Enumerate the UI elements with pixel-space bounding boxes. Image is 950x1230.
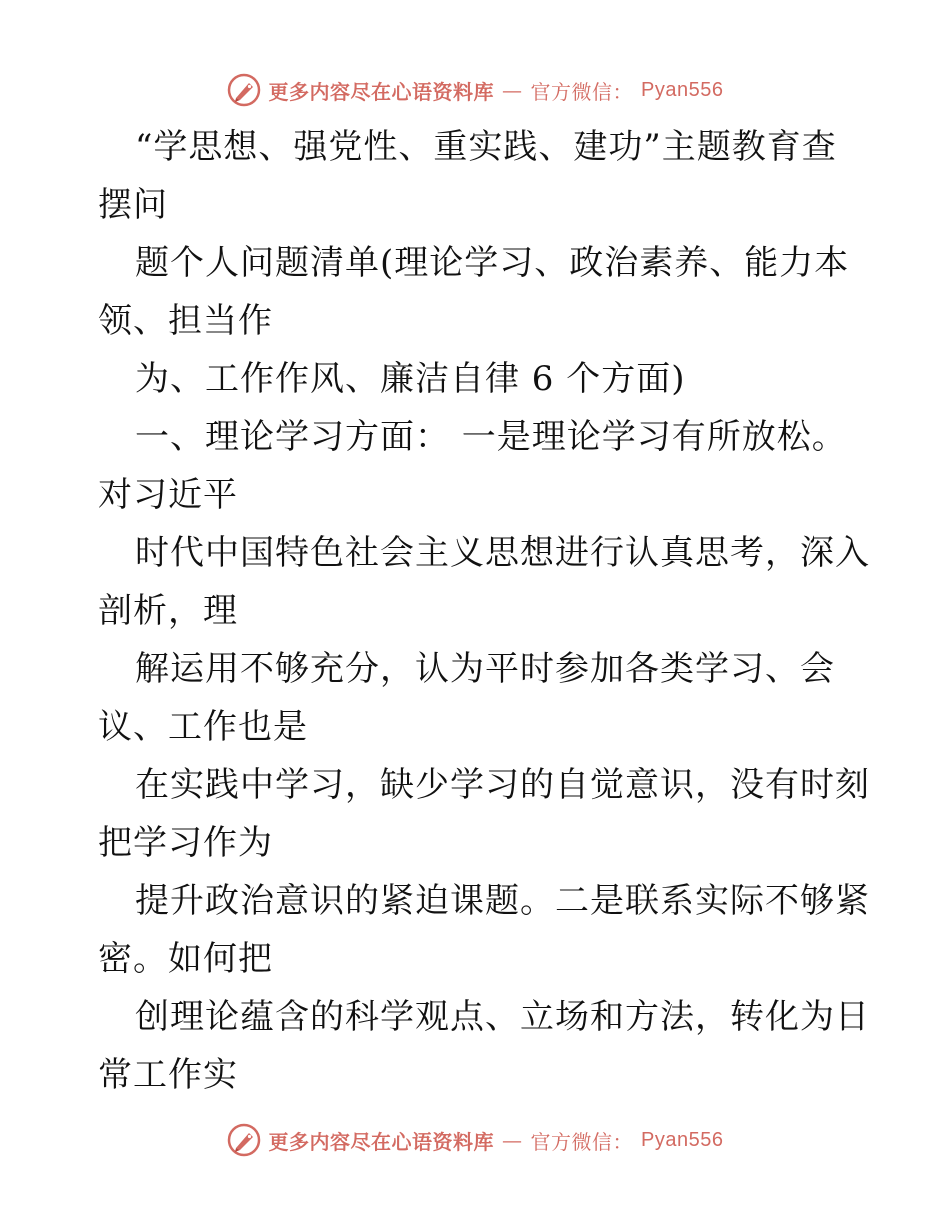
document-line: 时代中国特色社会主义思想进行认真思考，深入 xyxy=(135,533,870,573)
document-line: 剖析，理 xyxy=(98,591,238,631)
pen-nib-logo-icon xyxy=(227,73,261,107)
document-line: 在实践中学习，缺少学习的自觉意识，没有时刻 xyxy=(135,765,870,805)
watermark-separator: — xyxy=(502,78,523,102)
document-line: 把学习作为 xyxy=(98,823,273,863)
watermark-wechat-id: Pyan556 xyxy=(641,78,724,101)
document-line: 摆问 xyxy=(98,185,168,225)
document-line: 提升政治意识的紧迫课题。二是联系实际不够紧 xyxy=(135,881,870,921)
watermark-wechat-label: 官方微信： xyxy=(530,79,634,104)
watermark-wechat-id: Pyan556 xyxy=(641,1128,724,1151)
document-line: 解运用不够充分，认为平时参加各类学习、会 xyxy=(135,649,835,689)
document-line: 为、工作作风、廉洁自律 6 个方面) xyxy=(135,359,686,399)
document-line: 一、理论学习方面： 一是理论学习有所放松。 xyxy=(135,417,847,457)
watermark-brand-text: 更多内容尽在心语资料库 xyxy=(268,1129,495,1154)
document-body xyxy=(98,118,870,1104)
document-line: 创理论蕴含的科学观点、立场和方法，转化为日 xyxy=(135,997,870,1037)
footer-watermark xyxy=(0,1118,950,1162)
pen-nib-logo-icon xyxy=(227,1123,261,1157)
document-line: 领、担当作 xyxy=(98,301,273,341)
header-watermark xyxy=(0,68,950,112)
document-line: 密。如何把 xyxy=(98,939,273,979)
watermark-wechat-label: 官方微信： xyxy=(530,1129,634,1154)
watermark-separator: — xyxy=(502,1128,523,1152)
document-line: “学思想、强党性、重实践、建功”主题教育查 xyxy=(135,127,837,167)
watermark-brand-text: 更多内容尽在心语资料库 xyxy=(268,79,495,104)
document-line: 议、工作也是 xyxy=(98,707,308,747)
document-line: 对习近平 xyxy=(98,475,238,515)
document-line: 题个人问题清单(理论学习、政治素养、能力本 xyxy=(135,243,850,283)
document-line: 常工作实 xyxy=(98,1055,238,1095)
